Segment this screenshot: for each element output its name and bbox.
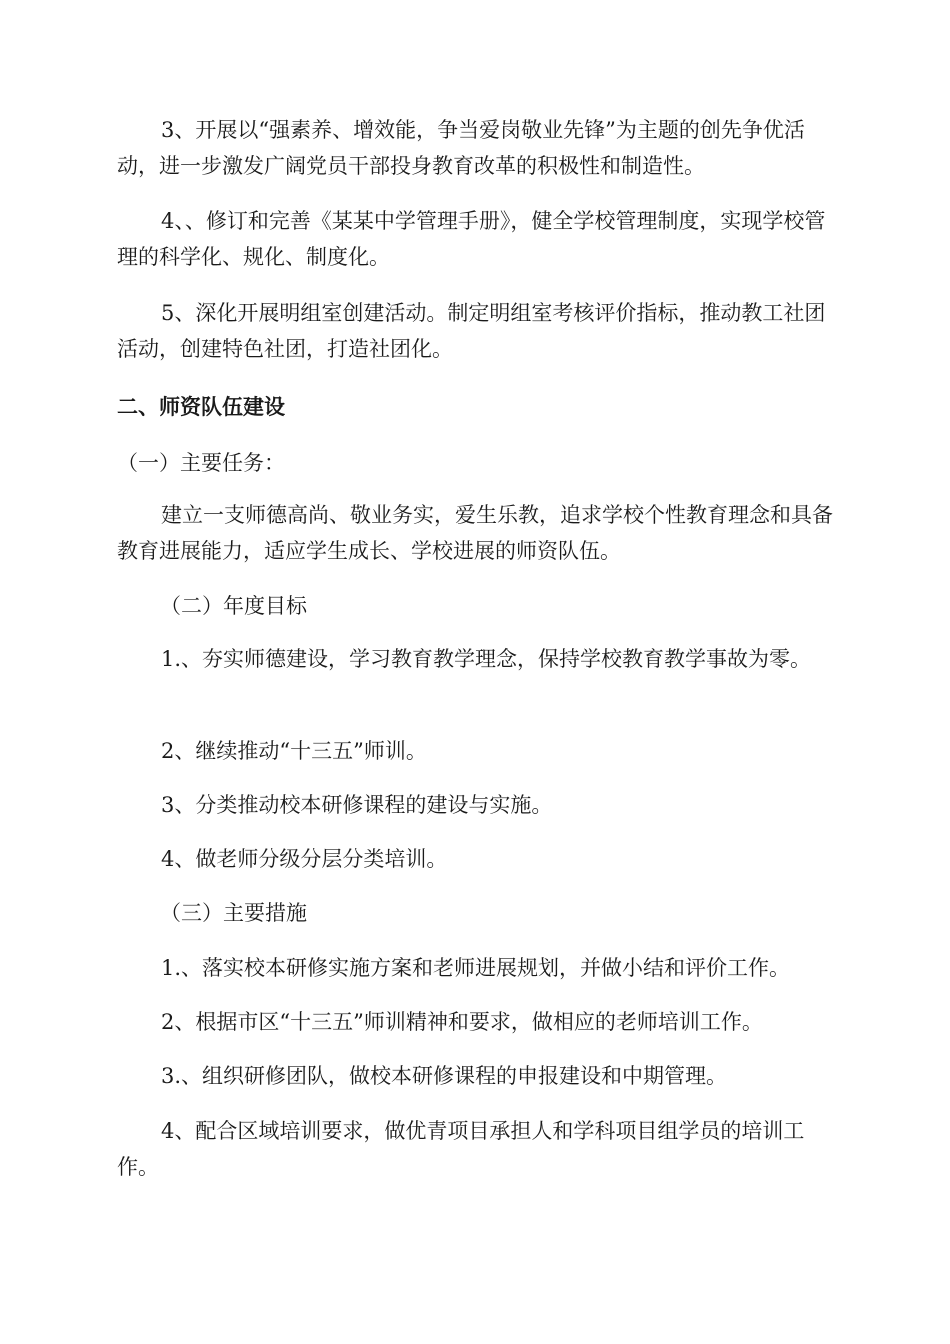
paragraph-group-creation: 5、深化开展明组室创建活动。制定明组室考核评价指标，推动教工社团活动，创建特色社团，打造社团化。 — [117, 301, 826, 361]
paragraph-measure-3: 3.、组织研修团队，做校本研修课程的申报建设和中期管理。 — [161, 1064, 728, 1088]
subheading-main-tasks: （一）主要任务： — [117, 451, 285, 475]
subheading-annual-goals: （二）年度目标 — [160, 594, 307, 618]
paragraph-goal-1: 1.、夯实师德建设，学习教育教学理念，保持学校教育教学事故为零。 — [161, 647, 812, 671]
paragraph-measure-2: 2、根据市区“十三五”师训精神和要求，做相应的老师培训工作。 — [161, 1010, 763, 1034]
paragraph-goal-4: 4、做老师分级分层分类培训。 — [161, 847, 448, 871]
paragraph-innovation-activity: 3、开展以“强素养、增效能，争当爱岗敬业先锋”为主题的创先争优活动，进一步激发广阔党员干部投身教育改革的积极性和制造性。 — [117, 118, 805, 178]
paragraph-measure-1: 1.、落实校本研修实施方案和老师进展规划，并做小结和评价工作。 — [161, 956, 791, 980]
paragraph-management-manual: 4、、修订和完善《某某中学管理手册》，健全学校管理制度，实现学校管理的科学化、规化、制度化。 — [117, 209, 826, 269]
subheading-main-measures: （三）主要措施 — [160, 901, 307, 925]
paragraph-faculty-goal: 建立一支师德高尚、敬业务实，爱生乐教，追求学校个性教育理念和具备教育进展能力，适应学生成长、学校进展的师资队伍。 — [117, 503, 833, 563]
paragraph-goal-3: 3、分类推动校本研修课程的建设与实施。 — [161, 793, 553, 817]
section-heading-faculty: 二、师资队伍建设 — [117, 395, 285, 419]
paragraph-goal-2: 2、继续推动“十三五”师训。 — [161, 739, 427, 763]
paragraph-measure-4: 4、配合区域培训要求，做优青项目承担人和学科项目组学员的培训工作。 — [117, 1119, 805, 1179]
